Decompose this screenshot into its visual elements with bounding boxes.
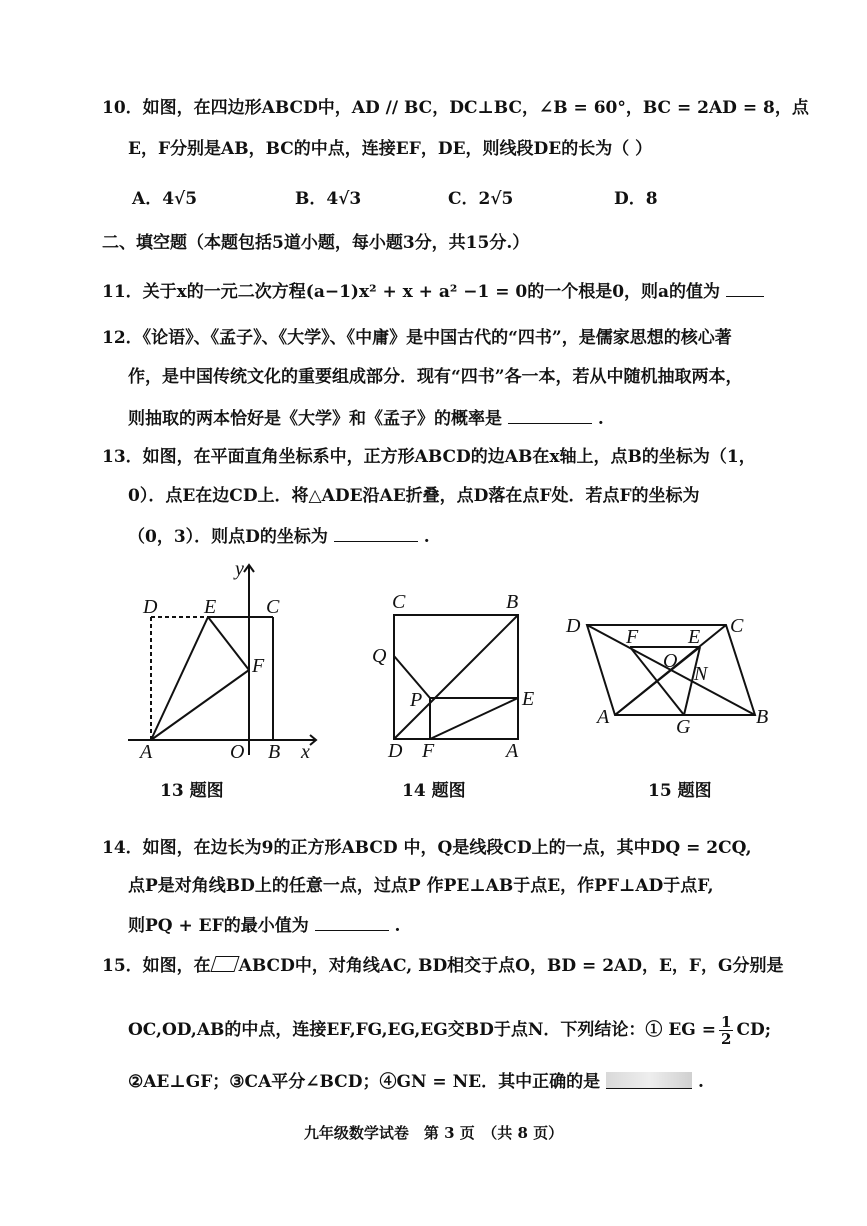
label-e: E xyxy=(688,626,701,648)
label-x: x xyxy=(301,741,310,763)
q13-line3 xyxy=(128,523,430,549)
label-o: O xyxy=(663,650,678,672)
q13-line3-text: （0，3）．则点D的坐标为 xyxy=(128,527,328,547)
fraction-denominator: 2 xyxy=(721,1030,732,1048)
label-f: F xyxy=(252,655,265,677)
q10-line2: E，F分别是AB，BC的中点，连接EF，DE，则线段DE的长为（ ） xyxy=(128,139,653,159)
label-f: F xyxy=(422,740,435,762)
label-d: D xyxy=(566,615,581,637)
q15-line1-rest: ABCD中，对角线AC, BD相交于点O，BD = 2AD，E，F，G分别是 xyxy=(238,956,784,976)
label-e: E xyxy=(204,596,217,618)
q10-option-c: C．2√5 xyxy=(448,189,514,209)
fraction-one-half xyxy=(719,1014,733,1047)
q14-line2: 点P是对角线BD上的任意一点，过点P 作PE⊥AB于点E，作PF⊥AD于点F, xyxy=(128,876,714,896)
label-d: D xyxy=(388,740,403,762)
q10-option-d: D．8 xyxy=(614,189,658,209)
fraction-numerator: 1 xyxy=(721,1013,732,1031)
q14-line3 xyxy=(128,912,400,938)
label-c: C xyxy=(266,596,280,618)
q14-line1: 14．如图，在边长为9的正方形ABCD 中，Q是线段CD上的一点，其中DQ = 2CQ, xyxy=(102,838,752,858)
label-y: y xyxy=(235,558,244,580)
q11-body: 11．关于x的一元二次方程(a−1)x² + x + a² −1 = 0的一个根是0，则a的值为 xyxy=(102,282,721,302)
label-q: Q xyxy=(372,645,387,667)
label-a: A xyxy=(140,741,153,763)
q10-line1: 10．如图，在四边形ABCD中，AD // BC，DC⊥BC，∠B = 60°，BC = 2AD = 8，点 xyxy=(102,98,809,118)
label-n: N xyxy=(694,663,708,685)
label-d: D xyxy=(143,596,158,618)
q12-line3 xyxy=(128,405,604,431)
q12-line2: 作，是中国传统文化的重要组成部分．现有“四书”各一本，若从中随机抽取两本， xyxy=(128,367,743,387)
figure-14 xyxy=(362,585,552,770)
q10-option-a: A．4√5 xyxy=(132,189,198,209)
label-g: G xyxy=(676,716,691,738)
label-p: P xyxy=(410,689,423,711)
q12-line3-end: . xyxy=(597,409,604,429)
label-c: C xyxy=(730,615,744,637)
label-c: C xyxy=(392,591,406,613)
label-a: A xyxy=(506,740,519,762)
label-a: A xyxy=(597,706,610,728)
q11-answer-blank[interactable] xyxy=(726,278,764,297)
q15-line3-end: . xyxy=(697,1072,704,1092)
segment-af xyxy=(151,670,249,740)
label-f: F xyxy=(626,626,639,648)
q14-answer-blank[interactable] xyxy=(315,912,389,931)
q15-line3 xyxy=(128,1070,704,1094)
q14-line3-end: . xyxy=(394,916,401,936)
q12-line1: 12．《论语》、《孟子》、《大学》、《中庸》是中国古代的“四书”，是儒家思想的核心著 xyxy=(102,328,732,348)
label-b: B xyxy=(268,741,281,763)
q11-text xyxy=(102,278,764,304)
q13-answer-blank[interactable] xyxy=(334,523,418,542)
segment-fe xyxy=(430,698,518,739)
q15-line2 xyxy=(128,1014,771,1047)
q15-line2-start: OC,OD,AB的中点，连接EF,FG,EG,EG交BD于点N．下列结论：① EG = xyxy=(128,1020,716,1040)
label-b: B xyxy=(506,591,519,613)
q15-line3-text: ②AE⊥GF；③CA平分∠BCD；④GN = NE．其中正确的是 xyxy=(128,1072,601,1092)
segment-ae xyxy=(151,617,208,740)
q12-line3-text: 则抽取的两本恰好是《大学》和《孟子》的概率是 xyxy=(128,409,502,429)
section-title: 二、填空题（本题包括5道小题，每小题3分，共15分.） xyxy=(102,233,530,253)
q14-line3-text: 则PQ + EF的最小值为 xyxy=(128,916,309,936)
q13-line3-end: . xyxy=(423,527,430,547)
figure-15 xyxy=(560,605,775,740)
figure-15-caption: 15 题图 xyxy=(648,781,712,801)
figure-13-caption: 13 题图 xyxy=(160,781,224,801)
q10-option-b: B．4√3 xyxy=(295,189,362,209)
q15-line1 xyxy=(102,954,784,978)
label-e: E xyxy=(522,688,535,710)
label-o: O xyxy=(230,741,245,763)
segment-ef xyxy=(208,617,249,670)
figure-14-caption: 14 题图 xyxy=(402,781,466,801)
q15-answer-blank[interactable] xyxy=(606,1072,692,1089)
q12-answer-blank[interactable] xyxy=(508,405,592,424)
parallelogram-symbol-icon xyxy=(210,956,239,972)
q15-line2-end: CD; xyxy=(736,1020,771,1040)
q15-line1-start: 15．如图，在 xyxy=(102,956,211,976)
q13-line2: 0）．点E在边CD上．将△ADE沿AE折叠，点D落在点F处．若点F的坐标为 xyxy=(128,486,700,506)
label-b: B xyxy=(756,706,769,728)
page-footer: 九年级数学试卷 第 3 页 （共 8 页） xyxy=(303,1124,564,1142)
q13-line1: 13．如图，在平面直角坐标系中，正方形ABCD的边AB在x轴上，点B的坐标为（1， xyxy=(102,447,756,467)
figure-13 xyxy=(118,555,328,770)
